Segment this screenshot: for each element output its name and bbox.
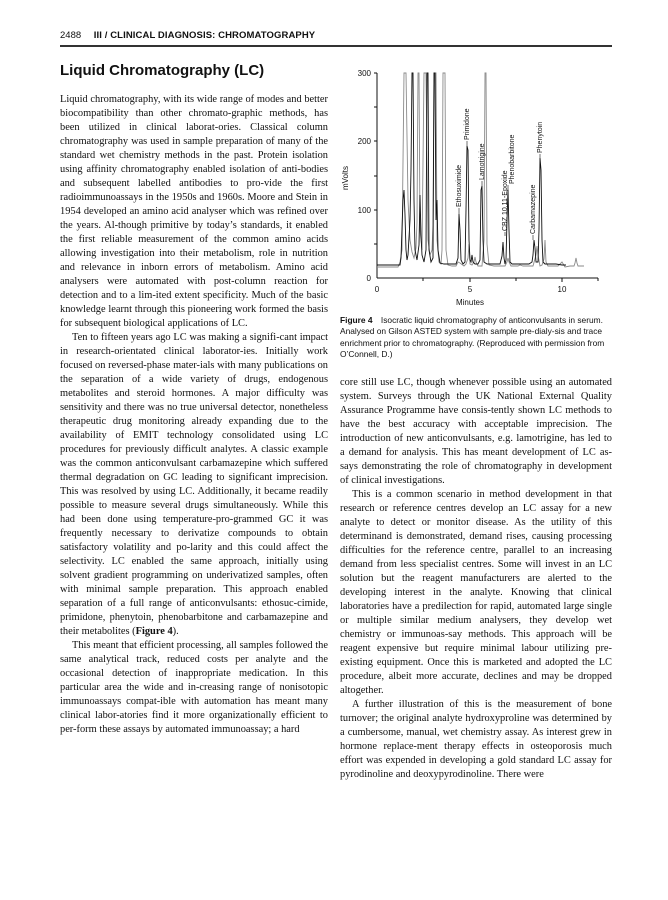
x-tick-5: 5	[467, 285, 473, 294]
y-tick-100: 100	[357, 206, 371, 215]
peak-label-lamotrigine: Lamotrigine	[479, 143, 486, 180]
running-header	[60, 30, 612, 46]
y-tick-0: 0	[366, 274, 371, 283]
paragraph: This is a common scenario in method development in that research or reference centres develop an LC assay for a new analyte to detect or monitor disease. As the utility of this determinand is demonstrated, demand rises, causing processing difficulties for the reference centre, parallel to an increasing demand from less specialist centres. Some will invest in an LC solution but the reagent manufacturers are alerted to the developing interest in the analyte. Knowing that clinical laboratories have a predilection for rapid, automated large single or multiple similar medium analysers, they develop wet chemistry or immunoas-say methods. This approach will be reagent expensive but require minimal labour utilizing pre-existing equipment. Once this is marketed and adopted the LC procedure, albeit more accurate, declines and may be dropped altogether.	[340, 489, 612, 696]
peak-label-phenytoin: Phenytoin	[537, 121, 544, 153]
peak-label-cbz-epoxide: CBZ 10,11-Epoxide	[502, 170, 509, 231]
x-tick-0: 0	[374, 285, 380, 294]
chromatogram-figure	[330, 62, 620, 312]
section-title: Liquid Chromatography (LC)	[60, 62, 265, 79]
figure-caption	[340, 315, 612, 360]
section-heading: III / CLINICAL DIAGNOSIS: CHROMATOGRAPHY	[93, 30, 316, 41]
paragraph: core still use LC, though whenever possible using an automated system. Surveys through the UK National External Quality Assurance Programme have consis-tently shown LC methods to have the best accuracy with acceptable imprecision. The introduction of new anticonvulsants, e.g. lamotrigine, has led to a demand for analysis. This has meant development of LC as-says demonstrating the role of chromatography in development of clinical investigations.	[340, 377, 612, 486]
peak-label-ethosuximide: Ethosuximide	[456, 164, 463, 207]
paragraph-text: ).	[172, 626, 179, 637]
chromatogram-chart	[330, 62, 620, 312]
paragraph-text: Ten to fifteen years ago LC was making a signifi-cant impact in research-orientated clinical laborator-ies. Initially work focused on reversed-phase mater-ials with many publications on the separation of a wide variety of drugs, endogenous metabolites and steroid hormones. A major difficulty was sensitivity and there was no true universal detector, nonetheless therapeutic drug monitoring already expanding due to the availability of EMIT technology consolidated using LC procedures for previously difficult analytes. A classic example was the common anticonvulsant carbamazepine which suffered thermal degradation on GC leading to significant imprecision. This was resolved by using LC. Additionally, it became readily possible to measure several drugs simultaneously. While this had been done using temperature-pro-grammed GC it was frequently necessary to derivatize compounds to obtain satisfactory volatility and po-larity and this could affect the selectivity. LC enabled the same approach, initially using solvent gradient programming on underivatized samples, often with minimal sample preparation. This approach enabled separation of a full range of anticonvulsants: ethosuc-cimide, primidone, phenytoin, phenobarbitone and carbamazepine and their metabolites (	[60, 332, 328, 637]
header-rule	[60, 45, 612, 47]
figure-reference-link[interactable]: Figure 4	[135, 626, 173, 637]
paragraph: Liquid chromatography, with its wide range of modes and better biocompatibility than other chromato-graphic methods, has been utilized in clinical laborat-ories. Classical column chromatography was used in sample preparation of many of the standard wet chemistry methods in the past. Protein isolation using affinity chromatography enabled isolation of anti-bodies and subsequent labelled antibodies to pro-vide the first radioimmunoassays in the 1950s and 1960s. Moore and Stein in 1954 developed an amino acid analyser which was refined over the years. Al-though primitive by today’s standards, it enabled the first reliable measurement of the common amino acids allowing investigation into their metabolism, role in nutrition and relevance in inborn errors of metabolism. Amino acid analysers were automated with post-column reaction for detection and to a lim-ited extent specificity. Much of the basic knowledge learnt through this pioneering work formed the basis for subsequent biological applications of LC.	[60, 94, 328, 329]
paragraph: A further illustration of this is the measurement of bone turnover; the original analyte hydroxyproline was determined by a cumbersome, manual, wet chemistry assay. As interest grew in hormone replace-ment therapy effects in osteoporosis much effort was expended in developing a gold standard LC assay for pyrodinoline and deoxypyrodinoline. There were	[340, 699, 612, 780]
caption-text: Isocratic liquid chromatography of anticonvulsants in serum. Analysed on Gilson ASTED system with sample pre-dialy-sis and trace enrichment prior to chromatography. (Reproduced with permission from O’Connell, D.)	[340, 315, 605, 359]
paragraph	[60, 331, 328, 639]
page-number: 2488	[60, 30, 82, 41]
figure-label: Figure 4	[340, 315, 373, 325]
y-tick-200: 200	[357, 137, 371, 146]
peak-label-primidone: Primidone	[464, 108, 471, 140]
x-tick-10: 10	[557, 285, 567, 294]
x-axis-title: Minutes	[455, 298, 485, 307]
y-tick-300: 300	[357, 69, 371, 78]
paragraph: This meant that efficient processing, all samples followed the same analytical track, reduced costs per analyte and the occasional detection of inappropriate medication. In this particular area the wide and in-creasing range of nonisotopic immunoassays compat-ible with automation has meant many clinical labor-atories find it more organizationally efficient to per-form these assays by automated immunoassay; a hard	[60, 640, 328, 735]
peak-label-phenobarbitone: Phenobarbitone	[509, 134, 516, 184]
left-column	[60, 93, 328, 737]
right-column	[340, 376, 612, 782]
peak-label-carbamazepine: Carbamazepine	[530, 184, 537, 234]
y-axis-title: mVolts	[341, 165, 350, 191]
